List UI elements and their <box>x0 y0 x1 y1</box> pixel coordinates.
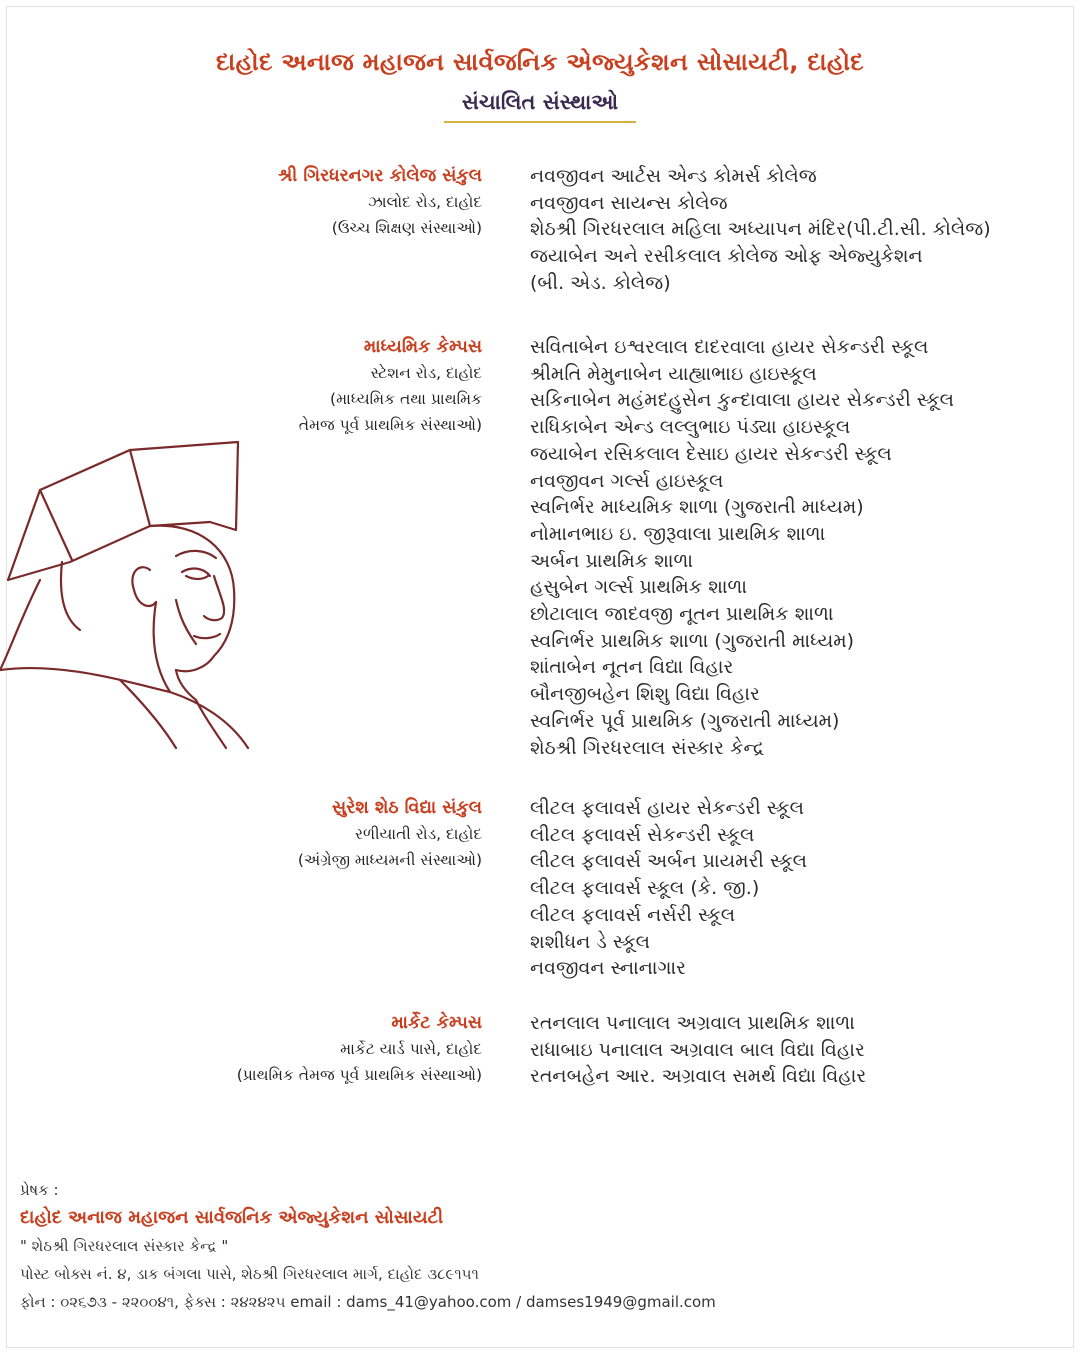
contact-details: ફોન : ૦૨૬૭૩ - ૨૨૦૦૪૧, ફેક્સ : ૨૪૨૪૨૫ email : dams_41@yahoo.com / damses1949@gmail.com <box>20 1293 716 1311</box>
section-info <box>122 334 482 438</box>
list-item: સવિતાબેન ઇશ્વરલાલ દાદરવાલા હાયર સેકન્ડરી સ્કૂલ <box>530 336 929 358</box>
leader-portrait-sketch-icon <box>0 430 250 750</box>
managed-institutions-subtitle: સંચાલિત સંસ્થાઓ <box>444 90 636 123</box>
list-item: છોટાલાલ જાદવજી નૂતન પ્રાથમિક શાળા <box>530 603 834 626</box>
list-item: સ્વનિર્ભર પૂર્વ પ્રાથમિક (ગુજરાતી માધ્યમ) <box>530 709 840 732</box>
list-item: શ્રીમતિ મેમુનાબેન યાહ્યાભાઇ હાઇસ્કૂલ <box>530 362 817 385</box>
list-item: સ્વનિર્ભર પ્રાથમિક શાળા (ગુજરાતી માધ્યમ) <box>530 629 855 652</box>
list-item: શાંતાબેન નૂતન વિદ્યા વિહાર <box>530 656 734 679</box>
list-item: નવજીવન ગર્લ્સ હાઇસ્કૂલ <box>530 469 724 492</box>
institution-list <box>530 1010 1050 1090</box>
list-item: નવજીવન સ્નાનાગાર <box>530 957 686 980</box>
list-item: રતનલાલ પનાલાલ અગ્રવાલ પ્રાથમિક શાળા <box>530 1012 855 1034</box>
list-item: નોમાનભાઇ ઇ. જીરૂવાલા પ્રાથમિક શાળા <box>530 522 826 545</box>
postal-address: પોસ્ટ બોક્સ નં. ૪, ડાક બંગલા પાસે, શેઠશ્રી ગિરધરલાલ માર્ગ, દાહોદ ૩૮૯૧૫૧ <box>20 1265 479 1283</box>
list-item: રાધિકાબેન એન્ડ લલ્લુભાઇ પંડ્યા હાઇસ્કૂલ <box>530 416 851 439</box>
list-item: સકિનાબેન મહંમદહુસેન કુન્દાવાલા હાયર સેકન્ડરી સ્કૂલ <box>530 389 954 412</box>
section-address: માર્કેટ યાર્ડ પાસે, દાહોદ <box>340 1040 482 1058</box>
list-item: લીટલ ફલાવર્સ સેકન્ડરી સ્કૂલ <box>530 823 755 846</box>
list-item: લીટલ ફલાવર્સ નર્સરી સ્કૂલ <box>530 903 736 926</box>
section-note: (અંગ્રેજી માધ્યમની સંસ્થાઓ) <box>297 851 482 869</box>
list-item: નવજીવન સાયન્સ કોલેજ <box>530 191 728 214</box>
society-title: દાહોદ અનાજ મહાજન સાર્વજનિક એજ્યુકેશન સોસાયટી, દાહોદ <box>215 48 865 76</box>
list-item: શશીધન ડે સ્કૂલ <box>530 930 650 953</box>
section-name: માર્કેટ કેમ્પસ <box>391 1013 482 1033</box>
sender-label: પ્રેષક : <box>20 1181 59 1199</box>
institution-list <box>530 334 1050 761</box>
section-name: માધ્યમિક કેમ્પસ <box>363 337 482 357</box>
list-item: રતનબહેન આર. અગ્રવાલ સમર્થ વિદ્યા વિહાર <box>530 1065 867 1088</box>
list-item: અર્બન પ્રાથમિક શાળા <box>530 549 693 572</box>
section-address: ઝાલોદ રોડ, દાહોદ <box>367 193 482 211</box>
section-address: રળીયાતી રોડ, દાહોદ <box>355 825 482 843</box>
list-item: રાધાબાઇ પનાલાલ અગ્રવાલ બાલ વિદ્યા વિહાર <box>530 1038 865 1061</box>
list-item: શેઠશ્રી ગિરધરલાલ મહિલા અધ્યાપન મંદિર(પી.ટી.સી. કોલેજ) <box>530 218 991 241</box>
list-item: શેઠશ્રી ગિરધરલાલ સંસ્કાર કેન્દ્ર <box>530 736 765 759</box>
list-item: લીટલ ફલાવર્સ હાયર સેકન્ડરી સ્કૂલ <box>530 797 804 819</box>
list-item: જયાબેન રસિકલાલ દેસાઇ હાયર સેકન્ડરી સ્કૂલ <box>530 442 892 465</box>
section-name: સુરેશ શેઠ વિદ્યા સંકુલ <box>332 798 482 818</box>
list-item: જયાબેન અને રસીકલાલ કોલેજ ઓફ એજ્યુકેશન <box>530 245 923 268</box>
institution-list <box>530 163 1050 297</box>
section-info <box>122 1010 482 1088</box>
list-item: બૌનજીબહેન શિશુ વિદ્યા વિહાર <box>530 683 760 706</box>
section-address: સ્ટેશન રોડ, દાહોદ <box>370 364 482 382</box>
sender-center: " શેઠશ્રી ગિરધરલાલ સંસ્કાર કેન્દ્ર " <box>20 1237 229 1255</box>
list-item: નવજીવન આર્ટસ એન્ડ કોમર્સ કોલેજ <box>530 165 817 187</box>
section-info <box>122 163 482 241</box>
section-note: (માધ્યમિક તથા પ્રાથમિક <box>330 390 482 408</box>
section-note: (ઉચ્ચ શિક્ષણ સંસ્થાઓ) <box>331 219 482 237</box>
section-note: (પ્રાથમિક તેમજ પૂર્વ પ્રાથમિક સંસ્થાઓ) <box>236 1066 482 1084</box>
page-header <box>0 48 1080 123</box>
section-name: શ્રી ગિરધરનગર કોલેજ સંકુલ <box>277 166 482 186</box>
section-note-continued: તેમજ પૂર્વ પ્રાથમિક સંસ્થાઓ) <box>298 416 482 434</box>
institution-list <box>530 795 1050 982</box>
sender-organization: દાહોદ અનાજ મહાજન સાર્વજનિક એજ્યુકેશન સોસાયટી <box>20 1207 444 1228</box>
list-item: સ્વનિર્ભર માધ્યમિક શાળા (ગુજરાતી માધ્યમ) <box>530 496 864 519</box>
list-item: હસુબેન ગર્લ્સ પ્રાથમિક શાળા <box>530 576 748 599</box>
list-item: (બી. એડ. કોલેજ) <box>530 271 671 294</box>
list-item: લીટલ ફલાવર્સ અર્બન પ્રાયમરી સ્કૂલ <box>530 850 808 873</box>
footer <box>20 1176 716 1316</box>
section-info <box>122 795 482 873</box>
list-item: લીટલ ફલાવર્સ સ્કૂલ (કે. જી.) <box>530 877 760 900</box>
